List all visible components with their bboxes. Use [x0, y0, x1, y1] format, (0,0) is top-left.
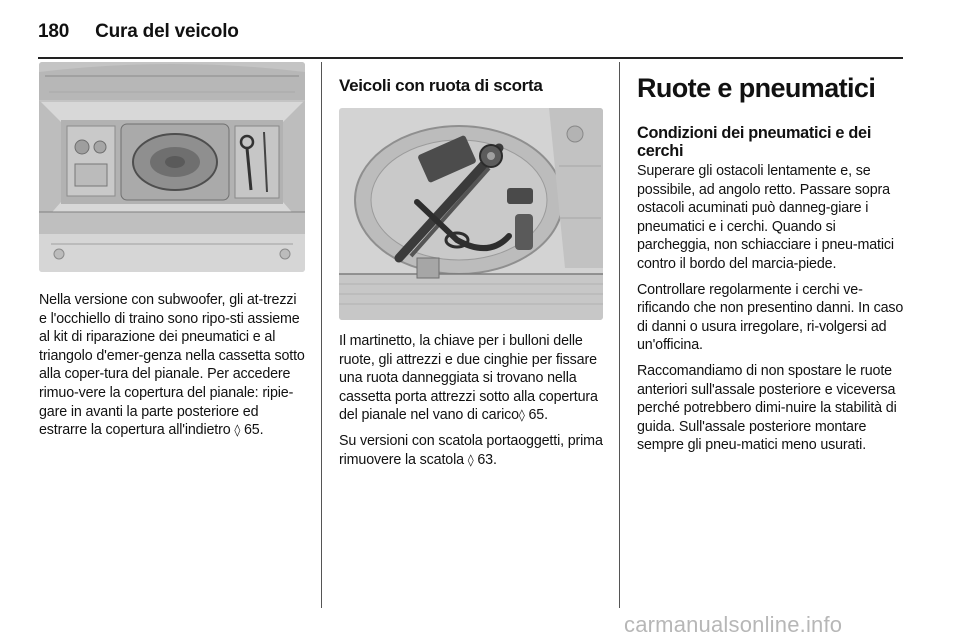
page-ref-icon: ◊ — [518, 408, 525, 423]
cargo-compartment-photo — [39, 62, 305, 272]
column-right — [637, 62, 905, 462]
page-number: 180 — [38, 21, 70, 42]
column-divider-left — [321, 62, 322, 608]
jack-tools-paragraph: Il martinetto, la chiave per i bulloni delle ruote, gli attrezzi e due cinghie per fissare una ruota danneggiata si trovano nella cassetta porta attrezzi sotto alla copertura del pianale nel vano di carico◊ 65. — [339, 333, 598, 424]
watermark: carmanualsonline.info — [624, 612, 843, 637]
column-middle — [339, 62, 603, 476]
page-ref-icon: ◊ — [467, 452, 474, 467]
column-left — [39, 62, 305, 447]
axle-swap-paragraph: Raccomandiamo di non spostare le ruote anteriori sull'assale posteriore e viceversa perché potrebbero dimi-nuire la stabilità di guida. Sull'assale posteriore montare sempre gli pneu-matici meno usurati. — [637, 362, 897, 454]
subwoofer-paragraph: Nella versione con subwoofer, gli at-trezzi e l'occhiello di traino sono ripo-sti assieme al kit di riparazione dei pneumatici e al triangolo d'emer-genza nella cassetta sotto alla coper-tura del pianale. Per accedere rimuo-vere la copertura del pianale: ripie-gare in avanti la parte posteriore ed estrarre la copertura all'indietro ◊ 65. — [39, 292, 305, 439]
page-header — [38, 22, 239, 42]
header-divider — [38, 57, 903, 59]
section-heading-spare-wheel: Veicoli con ruota di scorta — [339, 76, 543, 95]
subsection-title-tyre-condition: Condizioni dei pneumatici e dei cerchi — [637, 124, 872, 160]
page-ref-icon: ◊ — [234, 423, 241, 438]
obstacles-paragraph: Superare gli ostacoli lentamente e, se possibile, ad angolo retto. Passare sopra ostacoli acuminati può danneg-giare i pneumatici e i cerchi. Quando si parcheggia, non schiacciare i pneu-matici contro il bordo del marcia-piede. — [637, 163, 894, 272]
rims-check-paragraph: Controllare regolarmente i cerchi ve-rificando che non presentino danni. In caso di danni o usura irregolare, ri-volgersi ad un'officina. — [637, 281, 904, 354]
column-divider-right — [619, 62, 620, 608]
chapter-title: Cura del veicolo — [95, 21, 239, 42]
spare-wheel-tools-photo — [339, 108, 603, 320]
section-title-wheels-tyres: Ruote e pneumatici — [637, 73, 876, 103]
storage-box-paragraph: Su versioni con scatola portaoggetti, prima rimuovere la scatola ◊ 63. — [339, 432, 603, 468]
